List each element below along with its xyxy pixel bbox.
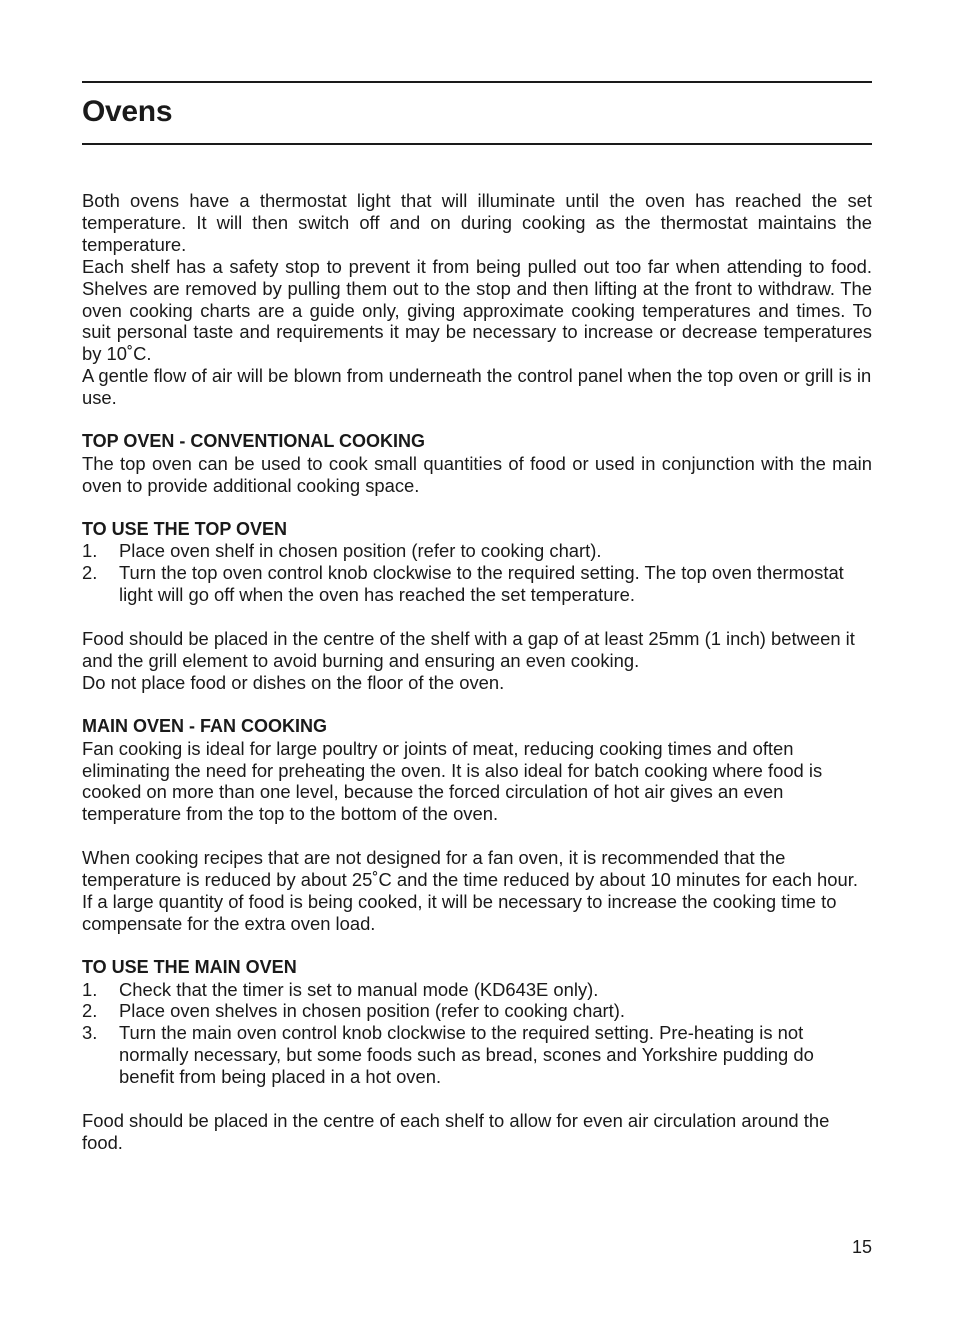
step-number: 3. bbox=[82, 1022, 98, 1044]
step-text: Place oven shelf in chosen position (refer to cooking chart). bbox=[119, 540, 602, 562]
main-oven-food-placement-note: Food should be placed in the centre of each shelf to allow for even air circulation around the food. bbox=[82, 1109, 830, 1153]
list-item bbox=[82, 562, 872, 606]
step-text: Place oven shelves in chosen position (refer to cooking chart). bbox=[119, 1000, 626, 1022]
top-oven-paragraph: The top oven can be used to cook small quantities of food or used in conjunction with the main oven to provide additional cooking space. bbox=[82, 452, 872, 496]
step-text: Turn the top oven control knob clockwise to the required setting. The top oven thermostat light will go off when the oven has reached the set temperature. bbox=[119, 562, 844, 606]
list-item bbox=[82, 1022, 872, 1088]
step-number: 1. bbox=[82, 540, 98, 562]
intro-paragraph-shelves: Each shelf has a safety stop to prevent it from being pulled out too far when attending to food. Shelves are removed by pulling them out to the stop and then lifting at the front to withdraw. The oven cooking charts are a guide only, giving approximate cooking temperatures and times. To suit personal taste and requirements it may be necessary to increase or decrease temperatures by 10˚C. bbox=[82, 255, 872, 365]
top-oven-floor-warning: Do not place food or dishes on the floor of the oven. bbox=[82, 671, 505, 693]
page-number: 15 bbox=[851, 1237, 872, 1257]
list-item bbox=[82, 979, 872, 1001]
main-oven-paragraph-conversion: When cooking recipes that are not designed for a fan oven, it is recommended that the temperature is reduced by about 25˚C and the time reduced by about 10 minutes for each hour. If a large quantity of food is being cooked, it will be necessary to increase the cooking time to compensate for the extra oven load. bbox=[82, 847, 858, 934]
section-heading-use-main-oven: TO USE THE MAIN OVEN bbox=[82, 956, 297, 977]
section-heading-use-top-oven: TO USE THE TOP OVEN bbox=[82, 518, 288, 539]
main-oven-steps-list bbox=[82, 979, 872, 1089]
page-title: Ovens bbox=[82, 95, 173, 128]
title-underline-rule bbox=[82, 143, 872, 145]
section-heading-top-oven: TOP OVEN - CONVENTIONAL COOKING bbox=[82, 430, 426, 451]
step-text: Check that the timer is set to manual mode (KD643E only). bbox=[119, 978, 599, 1000]
step-number: 1. bbox=[82, 978, 98, 1000]
top-oven-steps-list bbox=[82, 540, 872, 606]
list-item bbox=[82, 1000, 872, 1022]
step-number: 2. bbox=[82, 1000, 98, 1022]
section-heading-main-oven: MAIN OVEN - FAN COOKING bbox=[82, 715, 328, 736]
page-content bbox=[82, 190, 872, 1154]
list-item bbox=[82, 540, 872, 562]
step-text: Turn the main oven control knob clockwise to the required setting. Pre-heating is not normally necessary, but some foods such as bread, scones and Yorkshire pudding do benefit from being placed in a hot oven. bbox=[119, 1022, 814, 1088]
main-oven-paragraph-fan: Fan cooking is ideal for large poultry or joints of meat, reducing cooking times and often eliminating the need for preheating the oven. It is also ideal for batch cooking where food is cooked on more than one level, because the forced circulation of hot air gives an even temperature from the top to the bottom of the oven. bbox=[82, 737, 823, 825]
top-rule bbox=[82, 81, 872, 83]
intro-paragraph-airflow: A gentle flow of air will be blown from underneath the control panel when the top oven or grill is in use. bbox=[82, 365, 872, 409]
intro-paragraph-thermostat: Both ovens have a thermostat light that will illuminate until the oven has reached the set temperature. It will then switch off and on during cooking as the thermostat maintains the temperature. bbox=[82, 190, 872, 255]
top-oven-food-placement-note: Food should be placed in the centre of the shelf with a gap of at least 25mm (1 inch) between it and the grill element to avoid burning and ensuring an even cooking. bbox=[82, 628, 855, 671]
step-number: 2. bbox=[82, 562, 98, 584]
